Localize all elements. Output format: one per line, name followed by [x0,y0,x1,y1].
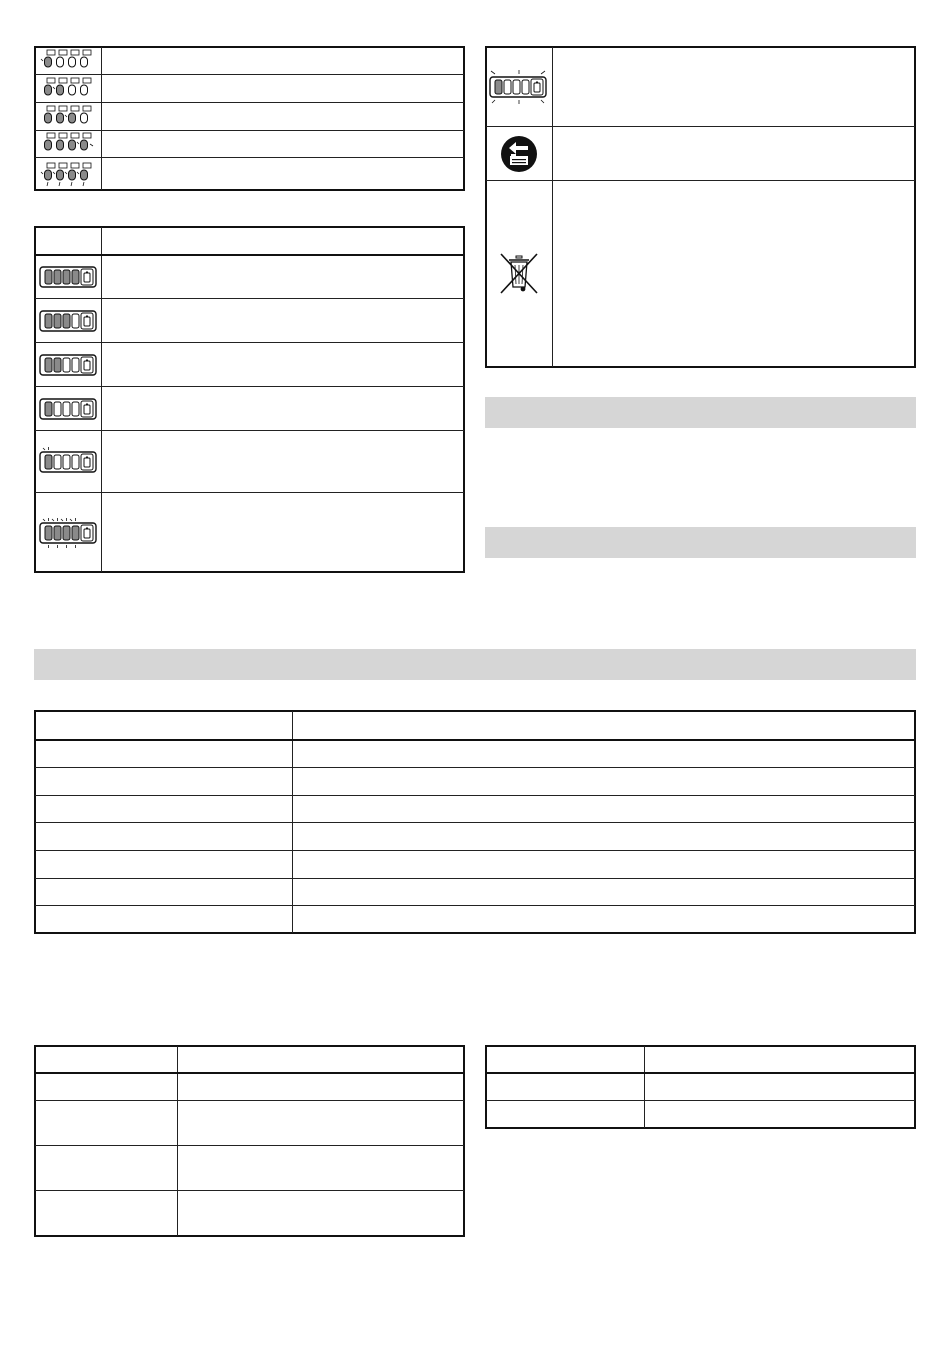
battery-4-bars-icon [35,255,101,298]
table-divider [101,47,102,190]
battery-3-bars-icon [35,299,101,342]
return-to-store-icon [486,127,552,180]
section-heading-bar [485,397,916,428]
battery-all-bars-flashing-icon [35,493,101,572]
section-heading-bar [485,527,916,558]
crossed-out-wheelie-bin-icon [486,181,552,367]
led-1of4-blinking-icon [35,47,101,74]
section-heading-bar [34,649,916,680]
led-3of4-blinking-icon [35,103,101,130]
bottom-right-table [485,1045,916,1129]
battery-2-bars-icon [35,343,101,386]
led-4of4-blinking-icon [35,131,101,157]
battery-blinking-error-icon [486,47,552,126]
battery-1-bar-blinking-icon [35,431,101,492]
led-all-flashing-icon [35,158,101,190]
led-2of4-blinking-icon [35,75,101,102]
battery-1-bar-icon [35,387,101,430]
